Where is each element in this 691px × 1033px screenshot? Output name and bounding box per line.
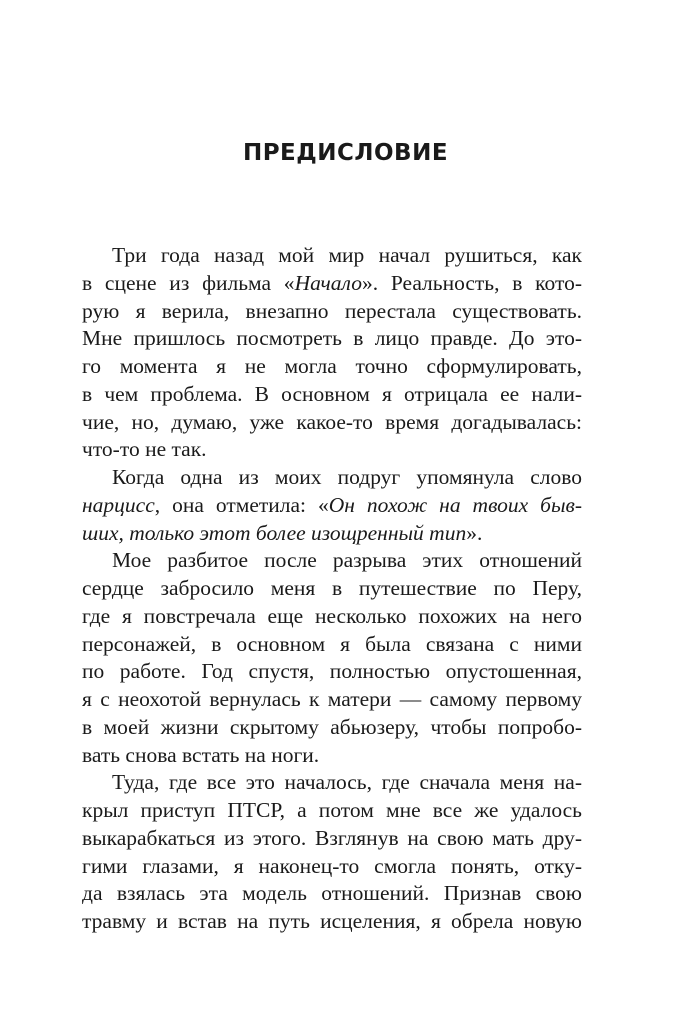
text-line: по работе. Год спустя, полностью опустошенная, bbox=[82, 659, 582, 684]
text-line: я с неохотой вернулась к матери — самому первому bbox=[82, 687, 582, 711]
text-line: в моей жизни скрытому абьюзеру, чтобы попробо- bbox=[82, 714, 582, 739]
body-text bbox=[82, 242, 582, 936]
text-line: травму и встав на путь исцеления, я обрела новую bbox=[82, 909, 582, 933]
italic-quote: Он похож на твоих быв- bbox=[328, 492, 582, 517]
text-line: что-то не так. bbox=[82, 437, 207, 462]
text-line: гими глазами, я наконец-то смогла понять, отку- bbox=[82, 853, 582, 878]
text-line: Мне пришлось посмотреть в лицо правде. До это- bbox=[82, 326, 582, 351]
text-line: да взялась эта модель отношений. Признав свою bbox=[82, 881, 582, 906]
text-line: где я повстречала еще несколько похожих на него bbox=[82, 603, 582, 628]
film-title: Начало bbox=[294, 270, 362, 295]
text-line: Три года назад мой мир начал рушиться, как bbox=[112, 243, 582, 267]
text-line: Мое разбитое после разрыва этих отношений bbox=[112, 548, 582, 573]
text-line: персонажей, в основном я была связана с ними bbox=[82, 631, 582, 656]
text-line: рую я верила, внезапно перестала существовать. bbox=[82, 298, 582, 323]
text-line: ших, только этот более изощренный тип». bbox=[82, 520, 483, 545]
text-line: чие, но, думаю, уже какое-то время догадывалась: bbox=[82, 409, 582, 434]
text-line: в сцене из фильма «Начало». Реальность, в кото- bbox=[82, 270, 583, 295]
page-heading: ПРЕДИСЛОВИЕ bbox=[242, 140, 449, 166]
italic-quote: ших, только этот более изощренный тип bbox=[82, 520, 467, 545]
text-line: Когда одна из моих подруг упомянула слово bbox=[112, 465, 582, 489]
text-line: нарцисс, она отметила: «Он похож на твоих быв- bbox=[82, 492, 582, 517]
text-line: крыл приступ ПТСР, а потом мне все же удалось bbox=[82, 798, 582, 822]
text-line: сердце забросило меня в путешествие по Перу, bbox=[82, 576, 582, 600]
text-line: Туда, где все это началось, где сначала меня на- bbox=[112, 770, 582, 795]
text-line: го момента я не могла точно сформулировать, bbox=[82, 354, 582, 378]
text-line: вать снова встать на ноги. bbox=[82, 742, 320, 767]
text-line: выкарабкаться из этого. Взглянув на свою мать дру- bbox=[82, 825, 582, 850]
italic-word: нарцисс bbox=[82, 492, 155, 517]
text-line: в чем проблема. В основном я отрицала ее нали- bbox=[82, 381, 582, 406]
